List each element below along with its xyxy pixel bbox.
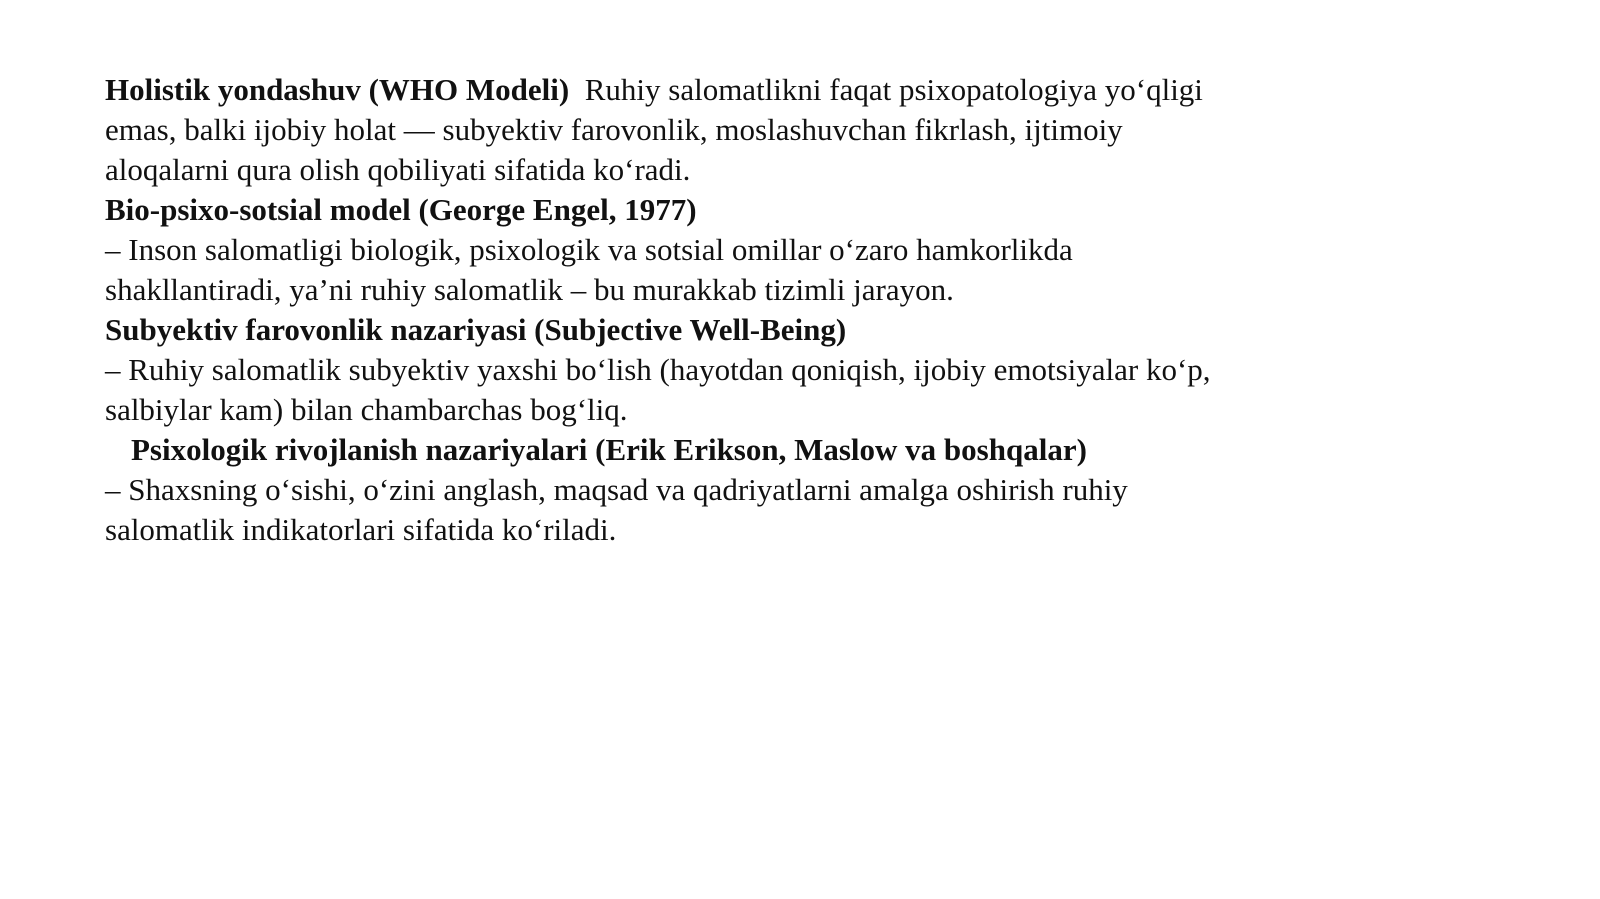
section-heading: Bio-psixo-sotsial model (George Engel, 1977)	[105, 192, 697, 227]
section-text: Ruhiy salomatlikni faqat psixopatologiya yo‘qligi emas, balki ijobiy holat — subyektiv farovonlik, moslashuvchan fikrlash, ijtimoiy aloqalarni qura olish qobiliyati sifatida ko‘radi.	[105, 72, 1203, 187]
section-holistic	[105, 70, 1225, 190]
section-heading: Holistik yondashuv (WHO Modeli)	[105, 72, 570, 107]
section-text: – Inson salomatligi biologik, psixologik va sotsial omillar o‘zaro hamkorlikda shakllantiradi, ya’ni ruhiy salomatlik – bu murakkab tizimli jarayon.	[105, 232, 1073, 307]
section-text: – Ruhiy salomatlik subyektiv yaxshi bo‘lish (hayotdan qoniqish, ijobiy emotsiyalar ko‘p, salbiylar kam) bilan chambarchas bog‘liq.	[105, 352, 1211, 427]
section-heading: Psixologik rivojlanish nazariyalari (Erik Erikson, Maslow va boshqalar)	[131, 432, 1087, 467]
section-text: – Shaxsning o‘sishi, o‘zini anglash, maqsad va qadriyatlarni amalga oshirish ruhiy salomatlik indikatorlari sifatida ko‘riladi.	[105, 472, 1128, 547]
section-heading: Subyektiv farovonlik nazariyasi (Subjective Well-Being)	[105, 312, 847, 347]
slide-body	[105, 70, 1225, 550]
